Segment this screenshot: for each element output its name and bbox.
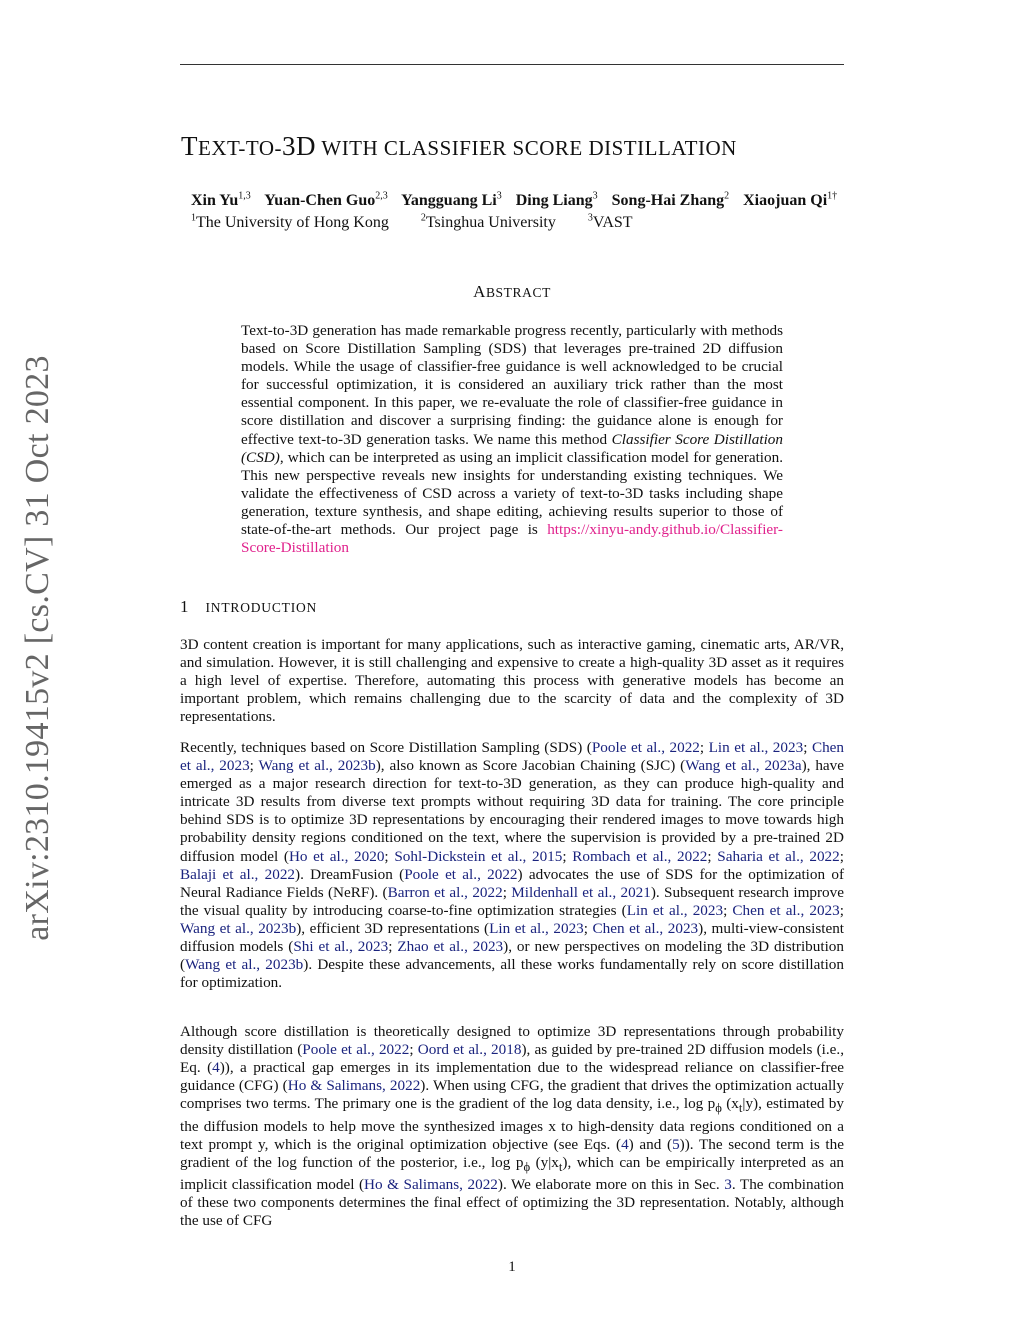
citation-link[interactable]: Lin et al., 2023 <box>489 919 584 937</box>
citation-link[interactable]: Zhao et al., 2023 <box>397 938 504 956</box>
author: Yuan-Chen Guo$^{2,3}$ <box>264 191 388 210</box>
section-link[interactable]: 3 <box>724 1175 732 1193</box>
title-part: T <box>181 131 198 161</box>
abstract-heading: ABSTRACT <box>473 282 551 301</box>
citation-link[interactable]: Ho & Salimans, 2022 <box>287 1077 421 1095</box>
author: Yangguang Li$^3$ <box>401 191 502 210</box>
intro-paragraph-1: 3D content creation is important for many applications, such as interactive gaming, cinematic arts, AR/VR, and simulation. However, it is still challenging and expensive to create a high-quality 3D asset as it requires a high level of expertise. Therefore, automating this process with generative models has become an important problem, which remains challenging due to the scarcity of data and the complexity of 3D representations. <box>180 636 844 726</box>
affiliation: $^1$The University of Hong Kong <box>191 213 389 232</box>
citation-link[interactable]: Ho et al., 2020 <box>288 847 385 865</box>
citation-link[interactable]: Wang et al., 2023b <box>258 757 376 775</box>
citation-link[interactable]: Oord et al., 2018 <box>417 1041 522 1059</box>
citation-link[interactable]: Wang et al., 2023a <box>685 757 802 775</box>
author: Xin Yu$^{1,3}$ <box>191 191 251 210</box>
citation-link[interactable]: Balaji et al., 2022 <box>180 865 296 883</box>
project-page-link[interactable]: https://xinyu-andy.github.io/Classifier-Score-Distillation <box>241 521 783 557</box>
intro-paragraph-3: Although score distillation is theoretically designed to optimize 3D representations through probability density distillation (Poole et al., 2022; Oord et al., 2018), as guided by pre-trained 2D diffusion models (i.e., Eq. (4)), a practical gap emerges in its implementation due to the widespread reliance on classifier-free guidance (CFG) (Ho & Salimans, 2022). When using CFG, the gradient that drives the optimization actually comprises two terms. The primary one is the gradient of the log data density, i.e., $\log p_\phi$ $(x_t|y)$, estimated by the diffusion models to help move the synthesized images x to high-density data regions conditioned on a text prompt y, which is the original optimization objective (see Eqs. (4) and (5)). The second term is the gradient of the log function of the posterior, i.e., $\log p_\phi$ $(y|x_t)$, which can be empirically interpreted as an implicit classification model (Ho & Salimans, 2022). We elaborate more on this in Sec. 3. The combination of these two components determines the final effect of optimizing the 3D representation. Notably, although the use of CFG <box>180 1023 845 1229</box>
citation-link[interactable]: Lin et al., 2023 <box>708 739 804 756</box>
author-list <box>191 191 847 210</box>
header-rule <box>180 64 844 65</box>
author: Ding Liang$^3$ <box>515 191 598 210</box>
affiliation: $^2$Tsinghua University <box>420 213 556 232</box>
arxiv-identifier[interactable]: arXiv:2310.19415v2 [cs.CV] 31 Oct 2023 <box>19 355 56 941</box>
citation-link[interactable]: Wang et al., 2023b <box>185 956 304 974</box>
citation-link[interactable]: Ho & Salimans, 2022 <box>364 1175 498 1193</box>
citation-link[interactable]: Wang et al., 2023b <box>180 919 297 937</box>
equation-link[interactable]: 4 <box>212 1059 220 1077</box>
affiliation: $^3$VAST <box>587 213 633 232</box>
citation-link[interactable]: Shi et al., 2023 <box>293 938 389 956</box>
citation-link[interactable]: Poole et al., 2022 <box>404 865 518 883</box>
citation-link[interactable]: Saharia et al., 2022 <box>717 847 840 865</box>
page-number: 1 <box>508 1259 516 1275</box>
title-part: 3D <box>282 131 316 161</box>
citation-link[interactable]: Poole et al., 2022 <box>302 1041 410 1059</box>
affiliation-list <box>191 213 661 232</box>
equation-link[interactable]: 5 <box>672 1135 680 1153</box>
author: Song-Hai Zhang$^2$ <box>611 191 730 210</box>
citation-link[interactable]: Chen et al., 2023 <box>180 739 844 775</box>
citation-link[interactable]: Poole et al., 2022 <box>591 739 700 756</box>
citation-link[interactable]: Sohl-Dickstein et al., 2015 <box>394 847 563 865</box>
equation-link[interactable]: 4 <box>621 1135 629 1153</box>
citation-link[interactable]: Chen et al., 2023 <box>732 901 840 919</box>
title-part: EXT-TO- <box>198 136 282 160</box>
author: Xiaojuan $Qi^{1\dagger}$ <box>743 191 838 210</box>
title-part: WITH CLASSIFIER SCORE DISTILLATION <box>316 136 737 160</box>
citation-link[interactable]: Mildenhall et al., 2021 <box>511 883 651 901</box>
citation-link[interactable]: Lin et al., 2023 <box>626 901 724 919</box>
citation-link[interactable]: Chen et al., 2023 <box>592 919 699 937</box>
paper-title <box>181 131 881 162</box>
citation-link[interactable]: Barron et al., 2022 <box>387 883 503 901</box>
method-name: Classifier Score Distillation (CSD) <box>241 430 783 466</box>
section-heading-introduction: 1 INTRODUCTION <box>180 597 318 616</box>
citation-link[interactable]: Rombach et al., 2022 <box>572 847 708 865</box>
intro-paragraph-2: Recently, techniques based on Score Distillation Sampling (SDS) (Poole et al., 2022; Lin et al., 2023; Chen et al., 2023; Wang et al., 2023b), also known as Score Jacobian Chaining (SJC) (Wang et al., 2023a), have emerged as a major research direction for text-to-3D generation, as they can produce high-quality and intricate 3D results from diverse text prompts without requiring 3D data for training. The core principle behind SDS is to optimize 3D representations by encouraging their rendered images to move towards high probability density regions conditioned on the text, where the supervision is provided by a pre-trained 2D diffusion model (Ho et al., 2020; Sohl-Dickstein et al., 2015; Rombach et al., 2022; Saharia et al., 2022; Balaji et al., 2022). DreamFusion (Poole et al., 2022) advocates the use of SDS for the optimization of Neural Radiance Fields (NeRF). (Barron et al., 2022; Mildenhall et al., 2021). Subsequent research improve the visual quality by introducing coarse-to-fine optimization strategies (Lin et al., 2023; Chen et al., 2023; Wang et al., 2023b), efficient 3D representations (Lin et al., 2023; Chen et al., 2023), multi-view-consistent diffusion models (Shi et al., 2023; Zhao et al., 2023), or new perspectives on modeling the 3D distribution (Wang et al., 2023b). Despite these advancements, all these works fundamentally rely on score distillation for optimization. <box>180 739 845 992</box>
abstract-text: Text-to-3D generation has made remarkable progress recently, particularly with methods based on Score Distillation Sampling (SDS) that leverages pre-trained 2D diffusion models. While the usage of classifier-free guidance is well acknowledged to be crucial for successful optimization, it is considered an auxiliary trick rather than the most essential component. In this paper, we re-evaluate the role of classifier-free guidance in score distillation and discover a surprising finding: the guidance alone is enough for effective text-to-3D generation tasks. We name this method Classifier Score Distillation (CSD), which can be interpreted as using an implicit classification model for generation. This new perspective reveals new insights for understanding existing techniques. We validate the effectiveness of CSD across a variety of text-to-3D tasks including shape generation, texture synthesis, and shape editing, achieving results superior to those of state-of-the-art methods. Our project page is https://xinyu-andy.github.io/Classifier-Score-Distillation <box>241 322 783 557</box>
